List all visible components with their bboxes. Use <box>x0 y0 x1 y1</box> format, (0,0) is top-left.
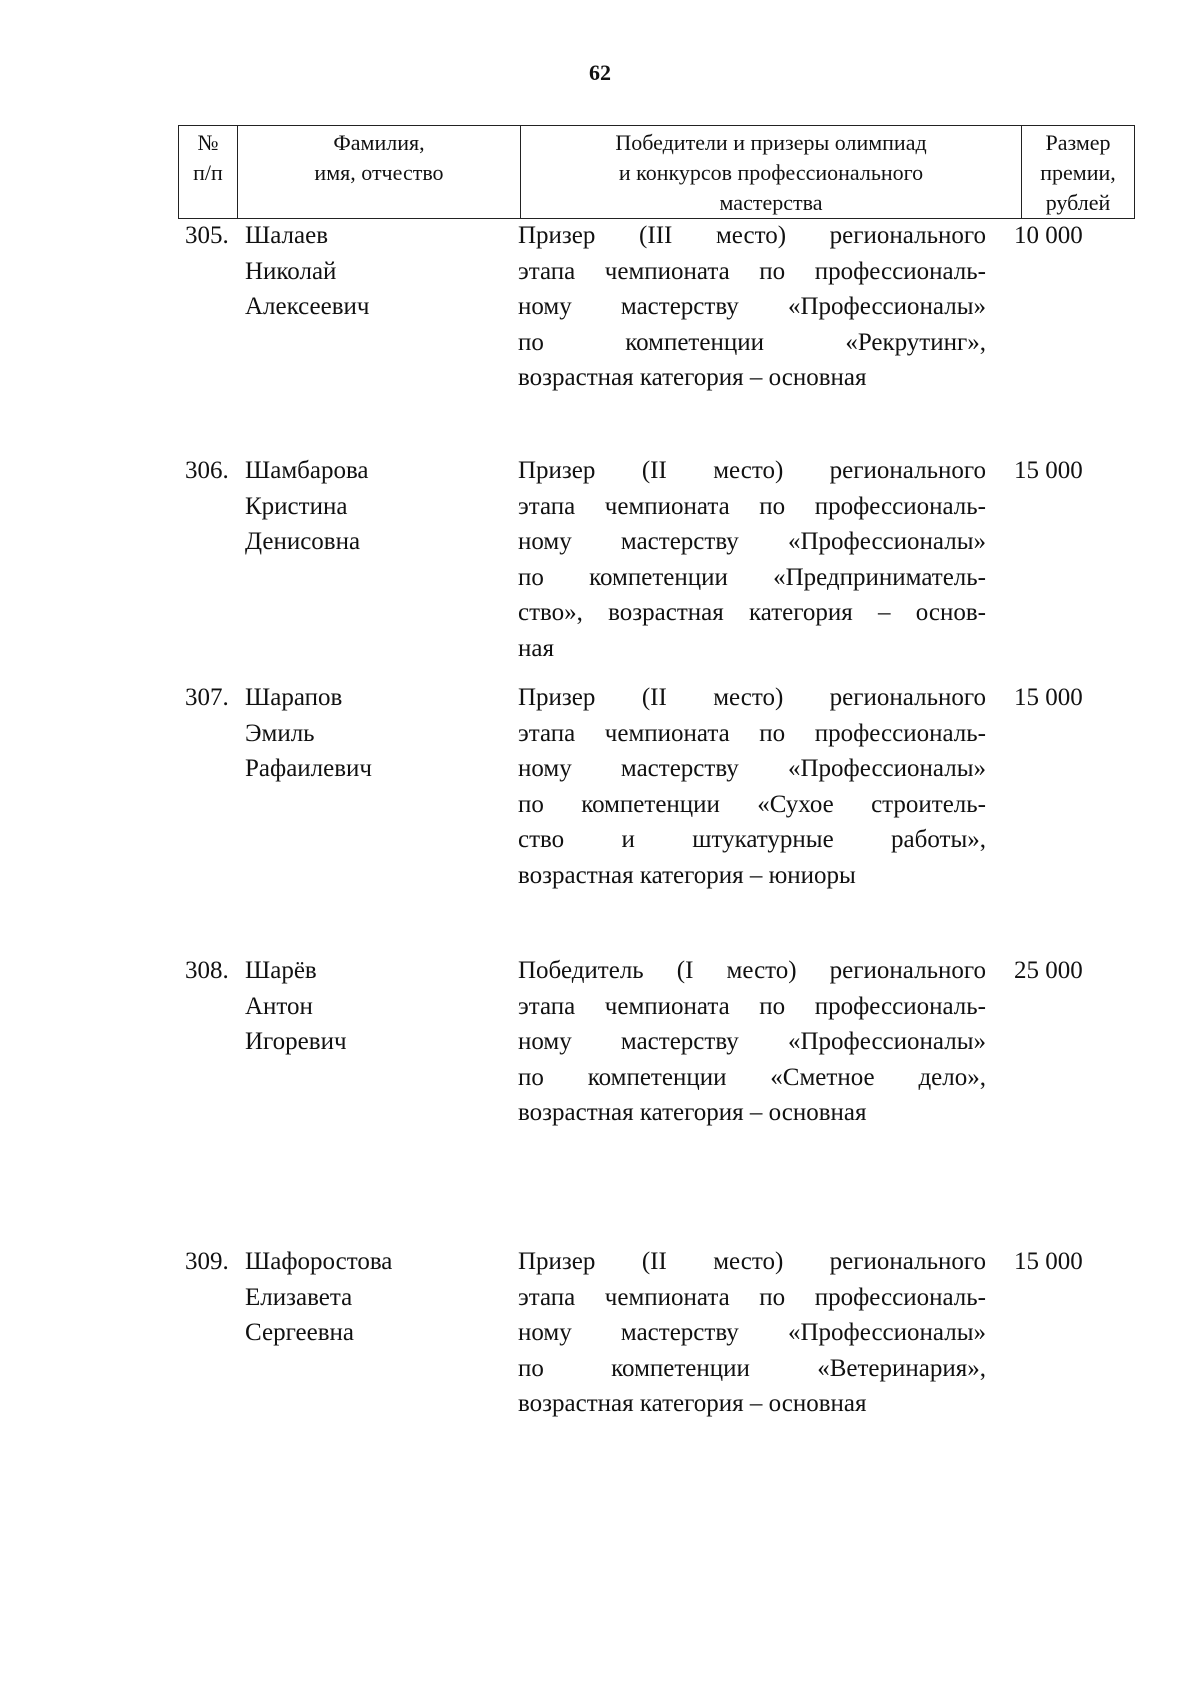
desc-line: этапа чемпионата по профессиональ- <box>518 492 986 520</box>
header-desc-line: и конкурсов профессионального <box>618 160 924 185</box>
desc-line: по компетенции «Сметное дело», <box>518 1063 986 1091</box>
desc-line: по компетенции «Рекрутинг», <box>518 328 986 356</box>
header-name-line: Фамилия, <box>333 130 425 155</box>
name-line: Шарёв <box>245 957 317 984</box>
row-name <box>245 218 505 325</box>
name-line: Антон <box>245 992 313 1020</box>
row-name <box>245 453 505 560</box>
name-line: Сергеевна <box>245 1319 354 1346</box>
desc-line: возрастная категория – юниоры <box>518 861 856 889</box>
header-desc-line: Победители и призеры олимпиад <box>615 130 927 155</box>
row-number: 305. <box>185 222 229 249</box>
desc-line: Призер (II место) регионального <box>518 1248 986 1275</box>
header-name-line: имя, отчество <box>314 160 444 185</box>
header-prize-line: Размер <box>1045 130 1111 155</box>
name-line: Игоревич <box>245 1028 347 1055</box>
row-number: 306. <box>185 457 229 484</box>
name-line: Денисовна <box>245 528 361 555</box>
desc-line: ному мастерству «Профессионалы» <box>518 755 986 782</box>
desc-line: этапа чемпионата по профессиональ- <box>518 992 986 1020</box>
row-description <box>518 680 986 893</box>
table-header <box>178 125 1135 219</box>
name-line: Шарапов <box>245 684 343 711</box>
row-prize: 15 000 <box>1014 684 1083 711</box>
header-desc-line: мастерства <box>719 190 823 215</box>
name-line: Шалаев <box>245 222 329 249</box>
desc-line: этапа чемпионата по профессиональ- <box>518 1283 986 1311</box>
name-line: Эмиль <box>245 719 315 747</box>
header-num-line: п/п <box>193 160 223 185</box>
name-line: Алексеевич <box>245 293 370 320</box>
row-number: 308. <box>185 957 229 984</box>
desc-line: Призер (II место) регионального <box>518 457 986 484</box>
desc-line: ство и штукатурные работы», <box>518 826 986 853</box>
header-prize-line: рублей <box>1045 190 1111 215</box>
row-prize: 15 000 <box>1014 1248 1083 1275</box>
header-num <box>179 126 238 219</box>
desc-line: Призер (II место) регионального <box>518 684 986 711</box>
desc-line: возрастная категория – основная <box>518 364 867 391</box>
desc-line: ная <box>518 634 554 662</box>
row-description <box>518 953 986 1131</box>
row-prize: 25 000 <box>1014 957 1083 984</box>
name-line: Николай <box>245 257 337 285</box>
name-line: Шамбарова <box>245 457 369 484</box>
row-name <box>245 680 505 787</box>
row-description <box>518 218 986 396</box>
desc-line: этапа чемпионата по профессиональ- <box>518 719 986 747</box>
header-prize <box>1022 126 1135 219</box>
desc-line: Призер (III место) регионального <box>518 222 986 249</box>
row-number: 307. <box>185 684 229 711</box>
desc-line: ному мастерству «Профессионалы» <box>518 528 986 555</box>
row-name <box>245 953 505 1060</box>
row-prize: 15 000 <box>1014 457 1083 484</box>
header-desc <box>521 126 1022 219</box>
row-prize: 10 000 <box>1014 222 1083 249</box>
desc-line: этапа чемпионата по профессиональ- <box>518 257 986 285</box>
desc-line: по компетенции «Сухое строитель- <box>518 790 986 818</box>
name-line: Кристина <box>245 492 348 520</box>
desc-line: Победитель (I место) регионального <box>518 957 986 984</box>
desc-line: ному мастерству «Профессионалы» <box>518 1319 986 1346</box>
desc-line: по компетенции «Ветеринария», <box>518 1354 986 1382</box>
row-description <box>518 1244 986 1422</box>
row-description <box>518 453 986 666</box>
name-line: Елизавета <box>245 1283 353 1311</box>
header-num-line: № <box>197 130 219 155</box>
header-name <box>238 126 521 219</box>
desc-line: по компетенции «Предприниматель- <box>518 563 986 591</box>
desc-line: ному мастерству «Профессионалы» <box>518 293 986 320</box>
desc-line: ство», возрастная категория – основ- <box>518 599 986 626</box>
page-number: 62 <box>589 60 611 85</box>
row-number: 309. <box>185 1248 229 1275</box>
row-name <box>245 1244 505 1351</box>
name-line: Рафаилевич <box>245 755 373 782</box>
desc-line: возрастная категория – основная <box>518 1099 867 1126</box>
name-line: Шафоростова <box>245 1248 393 1275</box>
desc-line: ному мастерству «Профессионалы» <box>518 1028 986 1055</box>
header-prize-line: премии, <box>1040 160 1116 185</box>
desc-line: возрастная категория – основная <box>518 1390 867 1417</box>
